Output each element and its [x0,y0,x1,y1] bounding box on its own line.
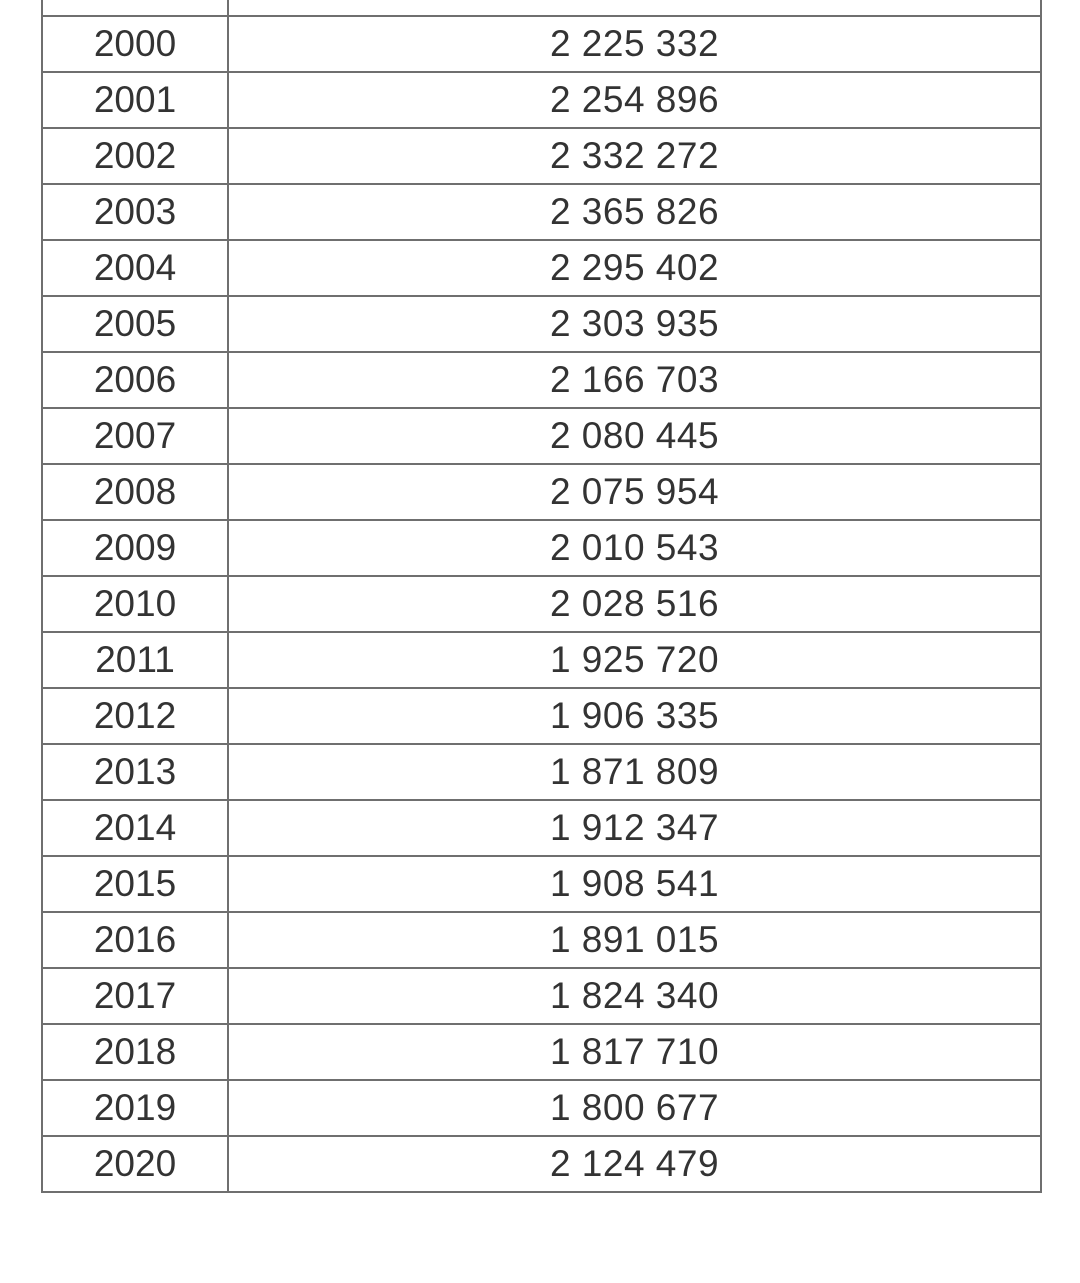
value-cell: 1 906 335 [228,688,1041,744]
year-cell: 2000 [42,16,228,72]
table-row [42,688,1041,744]
value-cell: 2 254 896 [228,72,1041,128]
table-row [42,184,1041,240]
table-row [42,72,1041,128]
table-row [42,1080,1041,1136]
value-cell: 1 925 720 [228,632,1041,688]
value-cell: 2 365 826 [228,184,1041,240]
year-cell: 2008 [42,464,228,520]
value-cell: 1 891 015 [228,912,1041,968]
value-cell: 1 908 541 [228,856,1041,912]
table-row [42,16,1041,72]
year-cell: 2013 [42,744,228,800]
year-cell [42,0,228,16]
value-cell: 1 824 340 [228,968,1041,1024]
value-cell: 1 871 809 [228,744,1041,800]
year-cell: 2001 [42,72,228,128]
value-cell: 2 225 332 [228,16,1041,72]
year-cell: 2017 [42,968,228,1024]
table-row [42,1024,1041,1080]
table-row [42,912,1041,968]
value-cell [228,0,1041,16]
year-cell: 2004 [42,240,228,296]
table-row [42,408,1041,464]
table-row [42,632,1041,688]
table-row [42,1136,1041,1192]
table-row [42,968,1041,1024]
year-cell: 2016 [42,912,228,968]
year-cell: 2003 [42,184,228,240]
value-cell: 2 080 445 [228,408,1041,464]
value-cell: 2 332 272 [228,128,1041,184]
data-table-container [41,0,1040,1193]
year-cell: 2014 [42,800,228,856]
value-cell: 2 166 703 [228,352,1041,408]
table-row [42,296,1041,352]
year-cell: 2011 [42,632,228,688]
table-row [42,744,1041,800]
year-cell: 2002 [42,128,228,184]
table-row [42,856,1041,912]
year-cell: 2007 [42,408,228,464]
value-cell: 2 124 479 [228,1136,1041,1192]
year-cell: 2020 [42,1136,228,1192]
value-cell: 2 075 954 [228,464,1041,520]
population-table [41,0,1042,1193]
table-row [42,520,1041,576]
value-cell: 1 912 347 [228,800,1041,856]
year-cell: 2015 [42,856,228,912]
table-row [42,352,1041,408]
table-row [42,240,1041,296]
year-cell: 2009 [42,520,228,576]
year-cell: 2010 [42,576,228,632]
year-cell: 2018 [42,1024,228,1080]
value-cell: 2 303 935 [228,296,1041,352]
table-row [42,464,1041,520]
year-cell: 2019 [42,1080,228,1136]
year-cell: 2012 [42,688,228,744]
value-cell: 2 028 516 [228,576,1041,632]
year-cell: 2006 [42,352,228,408]
table-row [42,576,1041,632]
table-row [42,800,1041,856]
value-cell: 2 295 402 [228,240,1041,296]
value-cell: 1 800 677 [228,1080,1041,1136]
table-row [42,0,1041,16]
table-row [42,128,1041,184]
value-cell: 1 817 710 [228,1024,1041,1080]
value-cell: 2 010 543 [228,520,1041,576]
year-cell: 2005 [42,296,228,352]
